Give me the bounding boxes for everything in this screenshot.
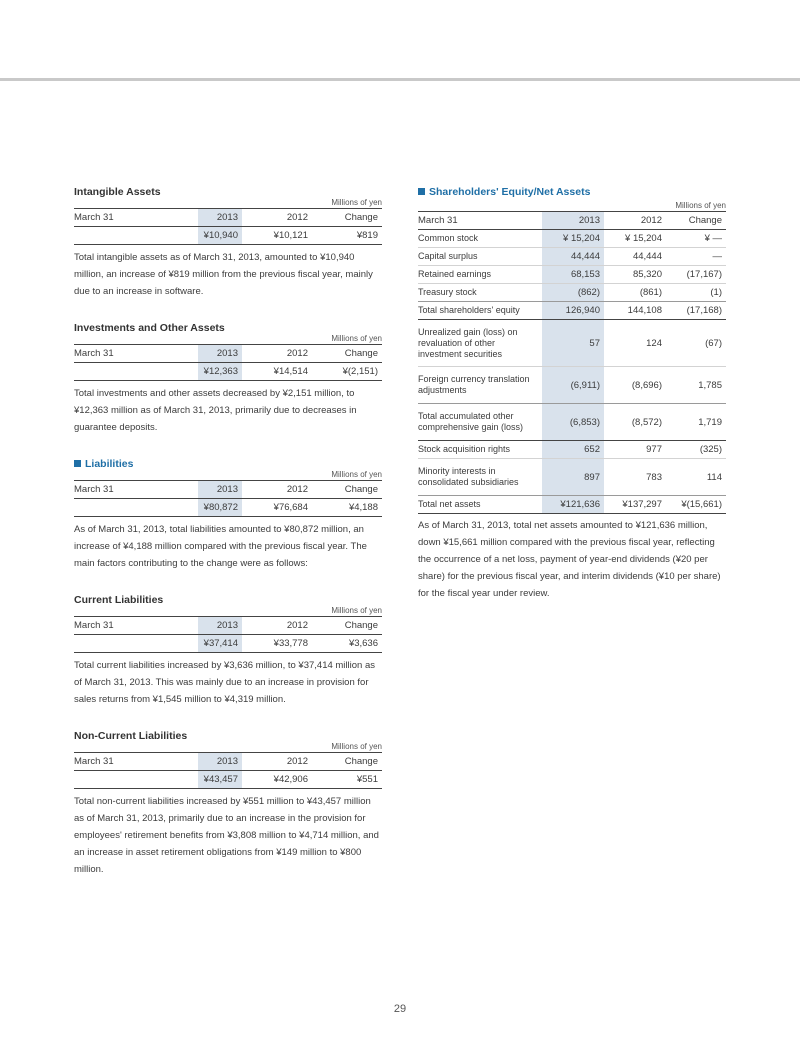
value-change: ¥(15,661) [681, 499, 722, 510]
table-row [418, 441, 726, 459]
value-2012: 144,108 [627, 305, 662, 316]
shareholders-equity-section [418, 185, 726, 602]
intangible-assets-section [74, 185, 382, 300]
value-change: (1) [710, 287, 722, 298]
col-header-2012: 2012 [286, 484, 308, 495]
value-2012: ¥76,684 [273, 502, 308, 513]
row-label: Stock acquisition rights [418, 444, 511, 454]
value-2013: 44,444 [542, 248, 604, 266]
unit-label: Millions of yen [331, 334, 382, 343]
section-text: As of March 31, 2013, total net assets amounted to ¥121,636 million, down ¥15,661 million compared with the previous fiscal year, reflecting the occurrence of a net loss, payment of year-end dividends (¥20 per share) for the previous fiscal year, and interim dividends (¥10 per share) for the fiscal year under review. [418, 520, 721, 599]
col-header-change: Change [344, 212, 378, 223]
value-2013: ¥10,940 [198, 227, 242, 245]
table-row [418, 302, 726, 320]
value-2012: ¥ 15,204 [625, 233, 662, 244]
value-2013: (862) [542, 284, 604, 302]
value-2013: ¥12,363 [198, 363, 242, 381]
value-2012: (8,696) [631, 379, 662, 391]
value-change: 1,785 [698, 379, 722, 391]
value-change: (17,167) [686, 269, 722, 280]
value-2012: 85,320 [632, 269, 662, 280]
value-change: (67) [705, 337, 722, 349]
row-label: Common stock [418, 233, 479, 243]
value-change: — [712, 251, 722, 262]
value-change: 1,719 [698, 416, 722, 428]
value-2013: (6,911) [542, 367, 604, 404]
table-row [418, 367, 726, 404]
shareholders-equity-table [418, 211, 726, 514]
liabilities-section [74, 457, 382, 572]
col-header-2013: 2013 [542, 212, 604, 230]
row-label: Minority interests in consolidated subsidiaries [418, 466, 519, 487]
section-text: As of March 31, 2013, total liabilities amounted to ¥80,872 million, an increase of ¥4,188 million compared with the previous fiscal year. The main factors contributing to the change were as follows: [74, 524, 367, 569]
section-title: Intangible Assets [74, 186, 161, 198]
section-text: Total intangible assets as of March 31, 2013, amounted to ¥10,940 million, an increase of ¥819 million from the previous fiscal year, mainly due to an increase in software. [74, 252, 373, 297]
col-header-change: Change [344, 620, 378, 631]
table-row [418, 459, 726, 496]
value-2013: 68,153 [542, 266, 604, 284]
value-2012: 124 [646, 337, 662, 349]
row-label: Retained earnings [418, 269, 492, 279]
value-change: ¥3,636 [348, 638, 378, 649]
row-label: Capital surplus [418, 251, 478, 261]
value-2012: ¥42,906 [273, 774, 308, 785]
section-title-text: Liabilities [85, 458, 134, 470]
section-title-text: Shareholders' Equity/Net Assets [429, 186, 591, 198]
table-row [418, 230, 726, 248]
value-change: (17,168) [686, 305, 722, 316]
section-text: Total investments and other assets decreased by ¥2,151 million, to ¥12,363 million as of March 31, 2013, primarily due to decreases in guarantee deposits. [74, 388, 357, 433]
table-row [418, 248, 726, 266]
value-2013: ¥80,872 [198, 499, 242, 517]
value-2012: ¥33,778 [273, 638, 308, 649]
value-2012: ¥14,514 [273, 366, 308, 377]
unit-label: Millions of yen [331, 470, 382, 479]
current-liabilities-section [74, 593, 382, 708]
row-label: Foreign currency translation adjustments [418, 374, 530, 395]
top-divider [0, 78, 800, 81]
value-change: ¥4,188 [348, 502, 378, 513]
section-title: Non-Current Liabilities [74, 730, 188, 742]
value-change: 114 [706, 471, 722, 483]
value-2012: ¥10,121 [273, 230, 308, 241]
col-header-2012: 2012 [286, 620, 308, 631]
unit-label: Millions of yen [331, 742, 382, 751]
col-header-march31: March 31 [418, 215, 458, 226]
value-2013: ¥121,636 [542, 496, 604, 514]
section-title: Current Liabilities [74, 594, 164, 606]
row-label: Total accumulated other comprehensive gain (loss) [418, 411, 524, 432]
col-header-march31: March 31 [74, 348, 114, 359]
section-text: Total non-current liabilities increased by ¥551 million to ¥43,457 million as of March 31, 2013, primarily due to an increase in the provision for employees' retirement benefits from ¥3,808 million to ¥4,714 million, and an increase in asset retirement obligations from ¥149 million to ¥800 million. [74, 796, 379, 875]
value-2013: 57 [542, 320, 604, 367]
value-2013: ¥37,414 [198, 635, 242, 653]
value-2012: (8,572) [631, 416, 662, 428]
value-2013: 897 [542, 459, 604, 496]
col-header-march31: March 31 [74, 756, 114, 767]
col-header-2012: 2012 [640, 215, 662, 226]
table-row [418, 404, 726, 441]
intangible-assets-table [74, 208, 382, 245]
value-change: ¥ — [704, 233, 722, 244]
noncurrent-liabilities-table [74, 752, 382, 789]
row-label: Total shareholders' equity [418, 305, 520, 315]
table-row [418, 496, 726, 514]
col-header-2012: 2012 [286, 756, 308, 767]
value-2012: 44,444 [632, 251, 662, 262]
col-header-march31: March 31 [74, 484, 114, 495]
investments-table [74, 344, 382, 381]
table-row [418, 320, 726, 367]
col-header-2013: 2013 [198, 481, 242, 499]
square-bullet-icon [74, 460, 81, 467]
value-change: ¥(2,151) [342, 366, 378, 377]
section-title [418, 185, 726, 199]
value-2012: 783 [646, 471, 662, 483]
col-header-march31: March 31 [74, 212, 114, 223]
col-header-2013: 2013 [198, 345, 242, 363]
col-header-2013: 2013 [198, 209, 242, 227]
col-header-2012: 2012 [286, 348, 308, 359]
investments-section [74, 321, 382, 436]
col-header-change: Change [688, 215, 722, 226]
col-header-change: Change [344, 484, 378, 495]
table-row [418, 266, 726, 284]
noncurrent-liabilities-section [74, 729, 382, 878]
value-change: ¥819 [356, 230, 378, 241]
table-row [418, 284, 726, 302]
unit-label: Millions of yen [331, 606, 382, 615]
col-header-change: Change [344, 348, 378, 359]
value-2012: (861) [639, 287, 662, 298]
col-header-2013: 2013 [198, 753, 242, 771]
value-2013: ¥ 15,204 [542, 230, 604, 248]
section-text: Total current liabilities increased by ¥3,636 million, to ¥37,414 million as of March 31, 2013. This was mainly due to an increase in provision for sales returns from ¥1,545 million to ¥4,319 million. [74, 660, 375, 705]
col-header-2013: 2013 [198, 617, 242, 635]
value-2012: 977 [646, 444, 662, 455]
row-label: Treasury stock [418, 287, 477, 297]
value-2013: ¥43,457 [198, 771, 242, 789]
row-label: Unrealized gain (loss) on revaluation of other investment securities [418, 326, 518, 359]
col-header-2012: 2012 [286, 212, 308, 223]
square-bullet-icon [418, 188, 425, 195]
row-label: Total net assets [418, 499, 481, 509]
liabilities-table [74, 480, 382, 517]
value-change: ¥551 [356, 774, 378, 785]
unit-label: Millions of yen [331, 198, 382, 207]
col-header-march31: March 31 [74, 620, 114, 631]
value-2013: 126,940 [542, 302, 604, 320]
section-title: Investments and Other Assets [74, 322, 225, 334]
value-2013: 652 [542, 441, 604, 459]
col-header-change: Change [344, 756, 378, 767]
page-number: 29 [393, 1003, 407, 1015]
value-change: (325) [699, 444, 722, 455]
value-2013: (6,853) [542, 404, 604, 441]
value-2012: ¥137,297 [622, 499, 662, 510]
unit-label: Millions of yen [675, 201, 726, 210]
current-liabilities-table [74, 616, 382, 653]
